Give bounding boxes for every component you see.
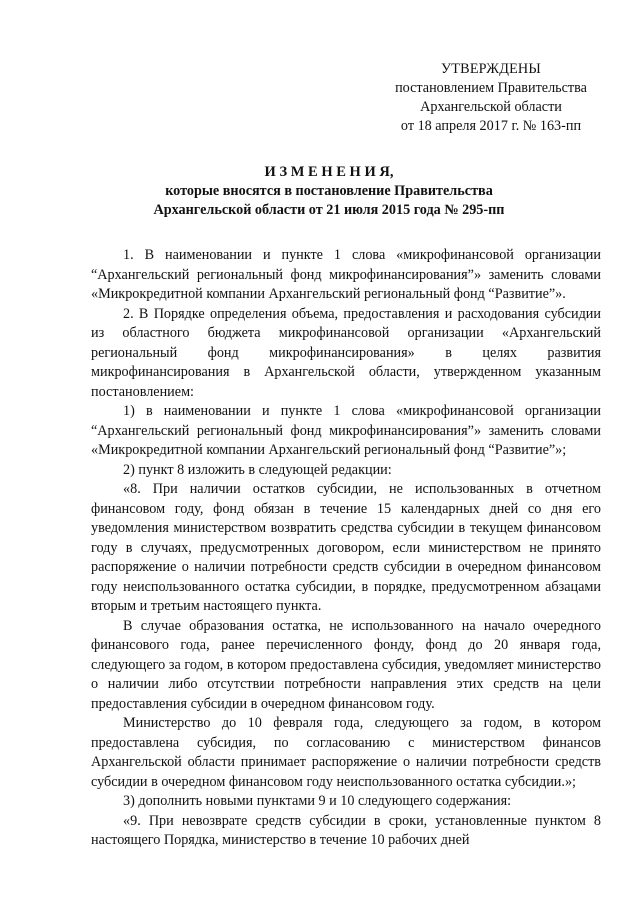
paragraph: 2. В Порядке определения объема, предоставления и расходования субсидии из областного бюджета микрофинансовой организации «Архангельский региональный фонд микрофинансирования» в целях развития микрофинансирования в Архангельской области, утвержденном указанным постановлением: bbox=[91, 305, 601, 400]
heading-line: которые вносятся в постановление Правительства bbox=[165, 183, 493, 199]
paragraph: «9. При невозврате средств субсидии в сроки, установленные пунктом 8 настоящего Порядка, министерство в течение 10 рабочих дней bbox=[91, 812, 601, 848]
paragraph: В случае образования остатка, не использованного на начало очередного финансового года, ранее перечисленного фонду, фонд до 20 января года, следующего за годом, в котором предоставлена субсидия, уведомляет министерство о наличии либо отсутствии потребности направления этих средств на цели предоставления субсидии в очередном финансовом году. bbox=[91, 617, 601, 712]
approval-title: УТВЕРЖДЕНЫ bbox=[441, 61, 541, 77]
approval-line: постановлением Правительства bbox=[395, 80, 587, 96]
paragraph: 1. В наименовании и пункте 1 слова «микрофинансовой организации “Архангельский региональный фонд микрофинансирования”» заменить словами «Микрокредитной компании Архангельский региональный фонд “Развитие”». bbox=[91, 247, 601, 302]
paragraph: 1) в наименовании и пункте 1 слова «микрофинансовой организации “Архангельский региональный фонд микрофинансирования”» заменить словами «Микрокредитной компании Архангельский региональный фонд “Развитие”»; bbox=[91, 403, 601, 458]
document-body bbox=[91, 246, 601, 851]
approval-line: от 18 апреля 2017 г. № 163-пп bbox=[400, 118, 582, 134]
document-heading bbox=[90, 163, 568, 220]
paragraph: «8. При наличии остатков субсидии, не использованных в отчетном финансовом году, фонд обязан в течение 15 календарных дней со дня его уведомления министерством возвратить средства субсидии в текущем финансовом году в случаях, предусмотренных договором, если министерством не принято распоряжение о наличии потребности средств субсидии в очередном финансовом году неиспользованного остатка субсидии, в порядке, предусмотренном абзацами вторым и третьим настоящего пункта. bbox=[91, 481, 601, 614]
approval-line: Архангельской области bbox=[420, 99, 562, 115]
approval-block bbox=[360, 60, 622, 136]
paragraph: 2) пункт 8 изложить в следующей редакции: bbox=[123, 461, 392, 478]
heading-word: И З М Е Н Е Н И Я, bbox=[264, 164, 394, 180]
paragraph: Министерство до 10 февраля года, следующего за годом, в котором предоставлена субсидия, по согласованию с министерством финансов Архангельской области принимает распоряжение о наличии потребности средств субсидии в очередном финансовом году неиспользованного остатка субсидии.»; bbox=[91, 715, 601, 790]
paragraph: 3) дополнить новыми пунктами 9 и 10 следующего содержания: bbox=[123, 793, 512, 809]
heading-line: Архангельской области от 21 июля 2015 года № 295-пп bbox=[153, 202, 505, 218]
